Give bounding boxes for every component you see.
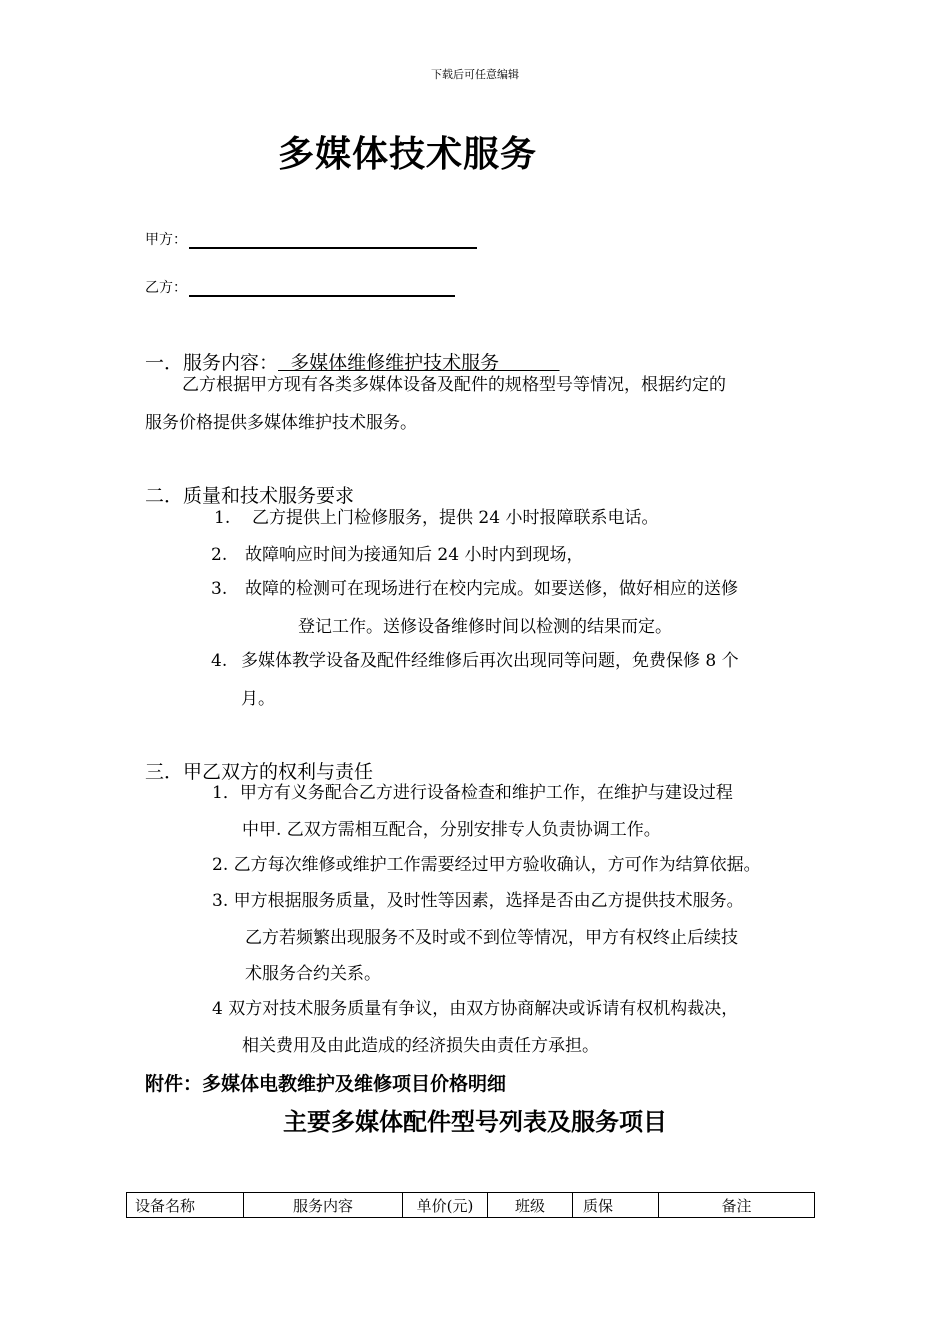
party-a-field <box>145 229 477 249</box>
list-item-continuation: 登记工作。送修设备维修时间以检测的结果而定。 <box>298 617 672 637</box>
list-item-continuation: 月。 <box>241 689 275 709</box>
list-item: 多媒体教学设备及配件经维修后再次出现同等问题，免费保修 8 个 <box>241 651 739 671</box>
document-title: 多媒体技术服务 <box>278 134 538 175</box>
service-price-table <box>126 1192 815 1218</box>
header-note: 下载后可任意编辑 <box>431 68 519 81</box>
list-item: 1．甲方有义务配合乙方进行设备检查和维护工作，在维护与建设过程 <box>212 783 733 803</box>
table-title: 主要多媒体配件型号列表及服务项目 <box>283 1108 667 1136</box>
column-header-price: 单价(元) <box>403 1193 488 1218</box>
party-a-blank[interactable] <box>189 233 477 249</box>
column-header-warranty: 质保 <box>573 1193 659 1218</box>
list-item: 4 双方对技术服务质量有争议，由双方协商解决或诉请有权机构裁决， <box>212 999 739 1019</box>
list-item-num: 1. <box>214 508 231 528</box>
attachment-heading: 附件：多媒体电教维护及维修项目价格明细 <box>145 1073 507 1095</box>
table-header-row <box>127 1193 815 1218</box>
list-item: 3. 甲方根据服务质量，及时性等因素，选择是否由乙方提供技术服务。 <box>212 891 744 911</box>
section2-heading: 二．质量和技术服务要求 <box>145 485 355 507</box>
list-item: 乙方提供上门检修服务，提供 24 小时报障联系电话。 <box>252 508 659 528</box>
section1-service-name: 多媒体维修维护技术服务 <box>278 352 560 374</box>
column-header-service: 服务内容 <box>244 1193 403 1218</box>
list-item-num: 4. <box>211 651 228 671</box>
section3-heading: 三．甲乙双方的权利与责任 <box>145 761 374 783</box>
party-b-field <box>145 277 455 297</box>
section1-heading <box>145 348 560 375</box>
list-item-continuation: 中甲. 乙双方需相互配合，分别安排专人负责协调工作。 <box>242 820 661 840</box>
party-b-blank[interactable] <box>189 281 455 297</box>
column-header-remarks: 备注 <box>659 1193 815 1218</box>
section1-heading-label: 一．服务内容： <box>145 352 279 374</box>
section1-para-line1: 乙方根据甲方现有各类多媒体设备及配件的规格型号等情况，根据约定的 <box>182 375 726 395</box>
list-item-num: 3. <box>211 579 228 599</box>
list-item-continuation: 术服务合约关系。 <box>245 964 381 984</box>
list-item: 故障的检测可在现场进行在校内完成。如要送修，做好相应的送修 <box>245 579 738 599</box>
list-item-continuation: 乙方若频繁出现服务不及时或不到位等情况，甲方有权终止后续技 <box>245 928 738 948</box>
list-item-continuation: 相关费用及由此造成的经济损失由责任方承担。 <box>242 1036 599 1056</box>
list-item: 故障响应时间为接通知后 24 小时内到现场， <box>245 545 584 565</box>
column-header-class: 班级 <box>488 1193 573 1218</box>
party-a-label: 甲方： <box>145 232 187 248</box>
section1-para-line2: 服务价格提供多媒体维护技术服务。 <box>145 413 417 433</box>
party-b-label: 乙方： <box>145 280 187 296</box>
list-item: 2. 乙方每次维修或维护工作需要经过甲方验收确认，方可作为结算依据。 <box>212 855 761 875</box>
column-header-device: 设备名称 <box>127 1193 244 1218</box>
list-item-num: 2. <box>211 545 228 565</box>
